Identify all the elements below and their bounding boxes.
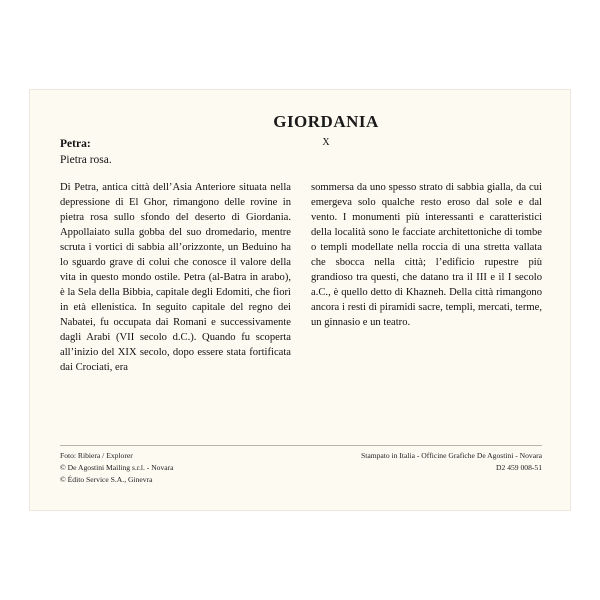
body-text: sommersa da uno spesso strato di sabbia gialla, da cui emergeva solo qualche resto eroso dal sole e dal vento. I monumenti più interessanti e caratteristici della località sono le facciate architettoniche di tombe o templi modellate nella roccia di una stretta vallata che sbocca nella città; l’edificio rupestre più grandioso tra questi, che datano tra il III e il I secolo a.C., è quello detto di Khazneh. Della città rimangono ancora i resti di piramidi sacre, templi, mercati, terme, un ginnasio e un teatro.: [311, 182, 542, 329]
caption-value: Pietra rosa.: [60, 154, 112, 166]
postcard-back: [30, 90, 570, 510]
center-mark: X: [322, 137, 330, 148]
page-title: GIORDANIA: [273, 112, 379, 131]
print-line: Stampato in Italia - Officine Grafiche De Agostini - Novara: [361, 450, 542, 460]
body-column-left: [60, 180, 291, 375]
credit-line: © De Agostini Mailing s.r.l. - Novara: [60, 462, 174, 472]
footer-credits-right: [361, 450, 542, 474]
text-columns: [60, 180, 542, 375]
credit-line: Foto: Ribiera / Explorer: [60, 450, 133, 460]
footer-credits-left: [60, 450, 174, 486]
caption-label: Petra:: [60, 138, 91, 150]
catalog-code: D2 459 008-51: [496, 462, 542, 472]
body-column-right: [311, 180, 542, 375]
body-text: Di Petra, antica città dell’Asia Anteriore situata nella depressione di El Ghor, rimangono delle rovine in pietra rosa sullo sfondo del deserto di Giordania. Appollaiato sulla gobba del suo dromedario, mentre scruta i vortici di sabbia all’orizzonte, un Beduino ha lo sguardo grave di colui che conosce il valore della vita in questo mondo ostile. Petra (al-Batra in arabo), è la Sela della Bibbia, capitale degli Edomiti, che fiorì in età ellenistica. In seguito capitale del regno dei Nabatei, fu occupata dai Romani e successivamente dagli Arabi (VII secolo d.C.). Quando fu scoperta all’inizio del XIX secolo, dopo essere stata fortificata dai Crociati, era: [60, 182, 291, 374]
caption-row: [60, 132, 542, 166]
footer: [60, 450, 542, 486]
credit-line: © Édito Service S.A., Ginevra: [60, 474, 153, 484]
postcard-content: [60, 112, 542, 492]
divider: [60, 445, 542, 446]
